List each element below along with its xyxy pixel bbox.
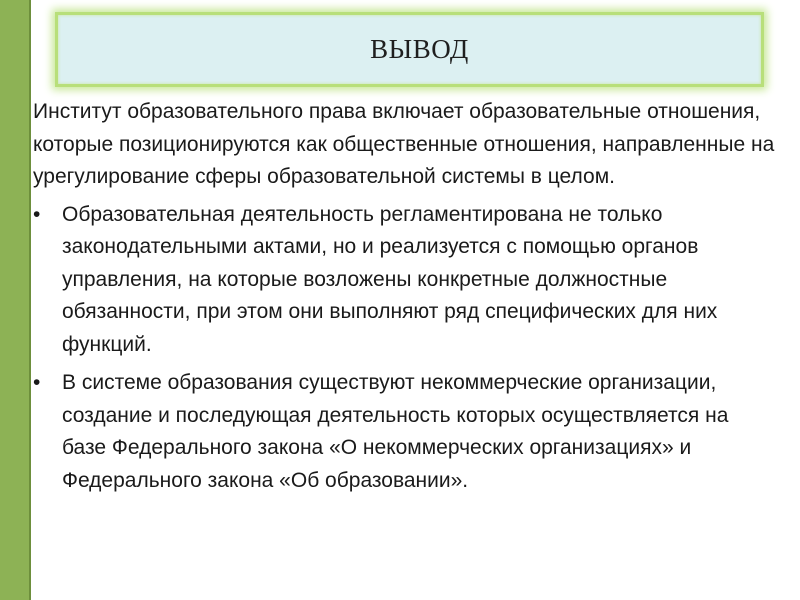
- bullet-text: Образовательная деятельность регламентирована не только законодательными актами, но и реализуется с помощью органов управления, на которые возложены конкретные должностные обязанности, при этом они выполняют ряд специфических для них функций.: [62, 202, 718, 356]
- bullet-text: В системе образования существуют некоммерческие организации, создание и последующая деятельность которых осуществляется на базе Федерального закона «О некоммерческих организациях» и Федерального закона «Об образовании».: [62, 371, 729, 492]
- bullet-item-2: [33, 367, 775, 497]
- bullet-list: [33, 199, 775, 498]
- title-box: [55, 12, 764, 87]
- bullet-marker: •: [33, 371, 41, 394]
- slide-title: ВЫВОД: [370, 34, 469, 64]
- slide-content: [33, 96, 775, 503]
- bullet-item-1: [33, 199, 775, 362]
- bullet-marker: •: [33, 202, 41, 226]
- left-accent-bar: [0, 0, 31, 600]
- intro-paragraph: Институт образовательного права включает образовательные отношения, которые позиционируются как общественные отношения, направленные на урегулирование сферы образовательной системы в целом.: [33, 100, 775, 188]
